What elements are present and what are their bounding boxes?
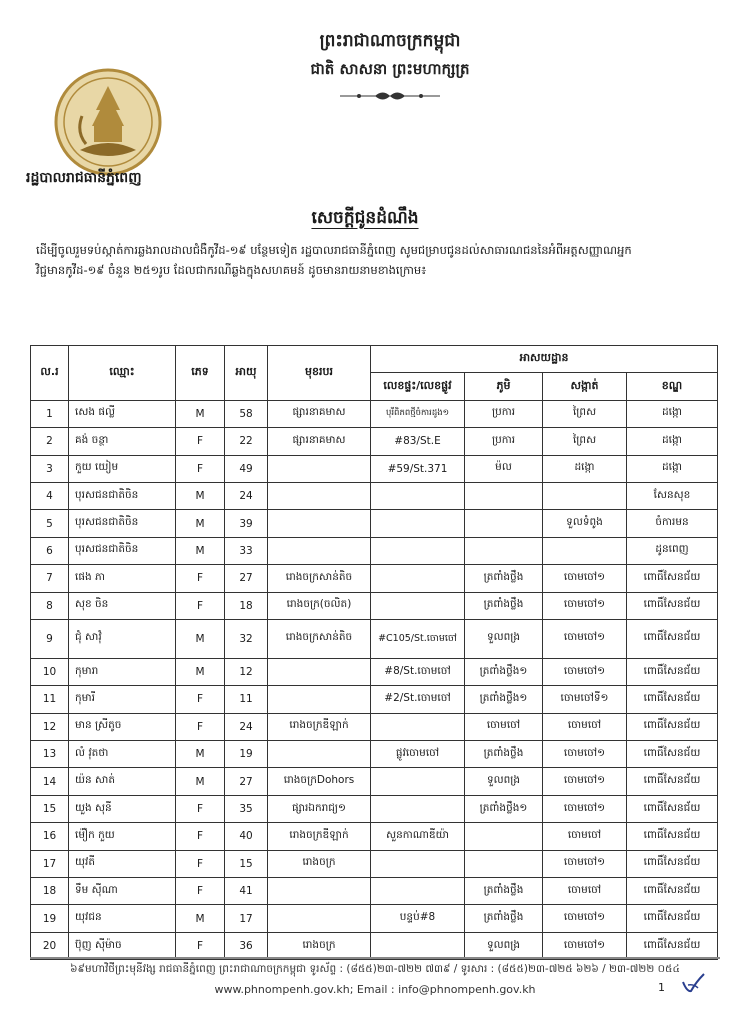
- cell-sex: M: [176, 768, 225, 795]
- cell-commune: ចោមចៅ១: [543, 658, 627, 685]
- table-row: [31, 850, 718, 877]
- cell-district: ពោធិ៍សែនជ័យ: [627, 686, 718, 713]
- cell-age: 17: [225, 905, 268, 932]
- cell-sex: F: [176, 592, 225, 619]
- cell-village: [465, 482, 543, 509]
- cell-house-street: [371, 795, 465, 822]
- cell-name: យួង សុនី: [69, 795, 176, 822]
- cell-village: [465, 537, 543, 564]
- header-district: ខណ្ឌ: [627, 373, 718, 400]
- cell-district: ដង្កោ: [627, 400, 718, 427]
- cell-no: 5: [31, 510, 69, 537]
- cell-no: 4: [31, 482, 69, 509]
- cell-sex: F: [176, 795, 225, 822]
- cell-district: ដង្កោ: [627, 428, 718, 455]
- cell-house-street: សួនកាណាឌីយ៉ា: [371, 823, 465, 850]
- page-number: 1: [658, 981, 665, 994]
- cell-no: 1: [31, 400, 69, 427]
- cell-occupation: [268, 741, 371, 768]
- cell-name: កុមារា: [69, 658, 176, 685]
- cell-name: បុរសជនជាតិចិន: [69, 482, 176, 509]
- cell-age: 24: [225, 482, 268, 509]
- cell-no: 2: [31, 428, 69, 455]
- cell-village: ទួលពង្រ: [465, 619, 543, 658]
- cell-name: កុមារី: [69, 686, 176, 713]
- cell-no: 17: [31, 850, 69, 877]
- cell-district: ពោធិ៍សែនជ័យ: [627, 658, 718, 685]
- table-row: [31, 905, 718, 932]
- cell-district: ដង្កោ: [627, 455, 718, 482]
- cell-sex: F: [176, 686, 225, 713]
- cell-house-street: #8/St.ចោមចៅ: [371, 658, 465, 685]
- organization-name: រដ្ឋបាលរាជធានីភ្នំពេញ: [26, 170, 142, 186]
- cell-district: ពោធិ៍សែនជ័យ: [627, 905, 718, 932]
- cell-occupation: រោងចក្រ: [268, 850, 371, 877]
- cell-village: ប្រការ: [465, 400, 543, 427]
- header-no: ល.រ: [31, 346, 69, 401]
- footer-contact: www.phnompenh.gov.kh; Email : info@phnompenh.gov.kh: [214, 983, 536, 996]
- cell-house-street: [371, 537, 465, 564]
- cell-sex: M: [176, 400, 225, 427]
- cell-occupation: ផ្សារឯករាជ្យ១: [268, 795, 371, 822]
- cell-occupation: រោងចក្រសាន់តិច: [268, 619, 371, 658]
- cell-district: ពោធិ៍សែនជ័យ: [627, 795, 718, 822]
- cell-commune: ចោមចៅ១: [543, 850, 627, 877]
- cell-village: ម៉ល: [465, 455, 543, 482]
- cell-no: 13: [31, 741, 69, 768]
- cell-occupation: [268, 482, 371, 509]
- cell-house-street: បុរីពិភពថ្មីចំការដូង១: [371, 400, 465, 427]
- cell-occupation: [268, 510, 371, 537]
- cell-occupation: [268, 905, 371, 932]
- cell-house-street: [371, 850, 465, 877]
- table-row: [31, 537, 718, 564]
- table-row: [31, 713, 718, 740]
- body-paragraph: ដើម្បីចូលរួមទប់ស្កាត់ការឆ្លងរាលដាលជំងឺកូវីដ-១៩ បន្ថែមទៀត រដ្ឋបាលរាជធានីភ្នំពេញ សូមជម្រាបជូនដល់សាធារណជននៃអំពីអត្តសញ្ញាណអ្នកវិជ្ជមានកូវីដ-១៩ ចំនួន ២៥១រូប ដែលជាករណីឆ្លងក្នុងសហគមន៍ ដូចមានរាយនាមខាងក្រោម៖: [36, 243, 632, 277]
- cell-sex: M: [176, 510, 225, 537]
- cell-occupation: រោងចក្រឌីឡាក់: [268, 823, 371, 850]
- cell-village: ត្រពាំងថ្លឹង: [465, 905, 543, 932]
- cell-commune: ចោមចៅ១: [543, 768, 627, 795]
- cell-no: 16: [31, 823, 69, 850]
- ornament-divider-icon: [335, 88, 445, 104]
- header-address: អាសយដ្ឋាន: [371, 346, 718, 373]
- cell-village: ត្រពាំងថ្លឹង: [465, 592, 543, 619]
- cell-district: ពោធិ៍សែនជ័យ: [627, 565, 718, 592]
- footer-address: ៦៩មហាវិថីព្រះមុនីវង្ស រាជធានីភ្នំពេញ ព្រះរាជាណាចក្រកម្ពុជា ទូរស័ព្ទ : (៨៥៥)២៣-៧២២ ៧៣៩ / ទូរសារ : (៨៥៥)២៣-៧២៥ ៦២៦ / ២៣-៧២២ ០៥៤: [70, 963, 680, 975]
- cell-commune: ចោមចៅ: [543, 878, 627, 905]
- cell-commune: [543, 482, 627, 509]
- cell-sex: M: [176, 741, 225, 768]
- cell-name: បុរសជនជាតិចិន: [69, 537, 176, 564]
- cell-occupation: រោងចក្រ(ចលិត): [268, 592, 371, 619]
- cell-house-street: [371, 510, 465, 537]
- cell-age: 27: [225, 768, 268, 795]
- cell-no: 15: [31, 795, 69, 822]
- cell-sex: M: [176, 905, 225, 932]
- table-row: [31, 592, 718, 619]
- national-motto: ជាតិ សាសនា ព្រះមហាក្សត្រ: [310, 60, 470, 78]
- cell-commune: ចោមចៅទី១: [543, 686, 627, 713]
- cell-district: ពោធិ៍សែនជ័យ: [627, 713, 718, 740]
- header-commune: សង្កាត់: [543, 373, 627, 400]
- city-seal-icon: [52, 66, 164, 178]
- cell-name: ម៉ឿក កួយ: [69, 823, 176, 850]
- cell-district: ដូនពេញ: [627, 537, 718, 564]
- cell-commune: ទួលទំពូង: [543, 510, 627, 537]
- cell-house-street: [371, 713, 465, 740]
- document-title: សេចក្តីជូនដំណឹង: [311, 208, 419, 228]
- cell-age: 24: [225, 713, 268, 740]
- cell-no: 6: [31, 537, 69, 564]
- cell-village: ប្រការ: [465, 428, 543, 455]
- cell-commune: ចោមចៅ១: [543, 905, 627, 932]
- cell-sex: F: [176, 823, 225, 850]
- cell-occupation: [268, 686, 371, 713]
- cell-no: 14: [31, 768, 69, 795]
- cell-sex: F: [176, 428, 225, 455]
- cell-age: 35: [225, 795, 268, 822]
- cell-district: ពោធិ៍សែនជ័យ: [627, 741, 718, 768]
- cell-district: ពោធិ៍សែនជ័យ: [627, 619, 718, 658]
- cell-village: ទួលពង្រ: [465, 768, 543, 795]
- cell-no: 19: [31, 905, 69, 932]
- cell-village: ត្រពាំងថ្លឹង: [465, 741, 543, 768]
- cell-district: ពោធិ៍សែនជ័យ: [627, 850, 718, 877]
- cell-sex: M: [176, 537, 225, 564]
- cell-sex: F: [176, 932, 225, 959]
- cell-name: ប៊ុញ ស៊ីម៉ាច: [69, 932, 176, 959]
- cell-name: សេង ផល្លី: [69, 400, 176, 427]
- table-row: [31, 510, 718, 537]
- cell-commune: ចោមចៅ: [543, 823, 627, 850]
- table-row: [31, 619, 718, 658]
- cell-age: 27: [225, 565, 268, 592]
- cell-age: 39: [225, 510, 268, 537]
- cell-district: ពោធិ៍សែនជ័យ: [627, 592, 718, 619]
- cell-commune: ចោមចៅ១: [543, 592, 627, 619]
- cell-age: 11: [225, 686, 268, 713]
- cell-commune: ដង្កោ: [543, 455, 627, 482]
- cell-village: [465, 510, 543, 537]
- cell-age: 41: [225, 878, 268, 905]
- cell-sex: M: [176, 658, 225, 685]
- cell-village: ចោមចៅ: [465, 713, 543, 740]
- handwritten-check-icon: [680, 972, 706, 994]
- kingdom-heading: ព្រះរាជាណាចក្រកម្ពុជា: [319, 31, 461, 51]
- cell-house-street: [371, 565, 465, 592]
- cell-village: ត្រពាំងថ្លឹង: [465, 565, 543, 592]
- cell-commune: ព្រៃស: [543, 428, 627, 455]
- cell-no: 3: [31, 455, 69, 482]
- table-row: [31, 658, 718, 685]
- table-row: [31, 455, 718, 482]
- cell-commune: ចោមចៅ១: [543, 619, 627, 658]
- table-row: [31, 428, 718, 455]
- cell-sex: F: [176, 565, 225, 592]
- cell-name: សុខ ចិន: [69, 592, 176, 619]
- cell-name: លំ វុតថា: [69, 741, 176, 768]
- cell-district: ចំការមន: [627, 510, 718, 537]
- header-village: ភូមិ: [465, 373, 543, 400]
- cell-district: ពោធិ៍សែនជ័យ: [627, 932, 718, 959]
- cell-name: បុរសជនជាតិចិន: [69, 510, 176, 537]
- cell-occupation: រោងចក្រសាន់តិច: [268, 565, 371, 592]
- cell-age: 36: [225, 932, 268, 959]
- cases-table-body: [31, 400, 718, 959]
- cell-commune: ចោមចៅ១: [543, 565, 627, 592]
- table-row: [31, 686, 718, 713]
- cell-sex: F: [176, 850, 225, 877]
- cell-age: 22: [225, 428, 268, 455]
- table-row: [31, 932, 718, 959]
- cell-age: 49: [225, 455, 268, 482]
- table-row: [31, 482, 718, 509]
- cell-name: យ៉ន សាត់: [69, 768, 176, 795]
- cell-commune: ចោមចៅ១: [543, 795, 627, 822]
- cell-name: មាន ស្រីតូច: [69, 713, 176, 740]
- cell-house-street: #83/St.E: [371, 428, 465, 455]
- cell-house-street: [371, 932, 465, 959]
- footer-divider: [30, 957, 720, 959]
- cell-commune: ចោមចៅ១: [543, 932, 627, 959]
- cell-age: 19: [225, 741, 268, 768]
- cell-district: ពោធិ៍សែនជ័យ: [627, 878, 718, 905]
- table-row: [31, 768, 718, 795]
- cell-age: 33: [225, 537, 268, 564]
- cell-occupation: [268, 658, 371, 685]
- cell-village: ត្រពាំងថ្លឹង១: [465, 686, 543, 713]
- cell-name: ផេង ភា: [69, 565, 176, 592]
- header-house-street: លេខផ្ទះ/លេខផ្លូវ: [371, 373, 465, 400]
- header-occupation: មុខរបរ: [268, 346, 371, 401]
- cell-sex: F: [176, 878, 225, 905]
- cell-age: 32: [225, 619, 268, 658]
- cell-sex: M: [176, 482, 225, 509]
- cell-occupation: [268, 455, 371, 482]
- cell-occupation: រោងចក្រឌីឡាក់: [268, 713, 371, 740]
- cell-house-street: [371, 768, 465, 795]
- cell-house-street: [371, 482, 465, 509]
- cell-name: យុវជន: [69, 905, 176, 932]
- table-row: [31, 565, 718, 592]
- cell-no: 20: [31, 932, 69, 959]
- cell-village: ត្រពាំងថ្លឹង: [465, 878, 543, 905]
- cell-age: 40: [225, 823, 268, 850]
- cell-occupation: [268, 537, 371, 564]
- cell-commune: ចោមចៅ: [543, 713, 627, 740]
- cell-commune: ព្រៃស: [543, 400, 627, 427]
- cell-house-street: [371, 878, 465, 905]
- cell-house-street: បន្ទប់#8: [371, 905, 465, 932]
- cell-village: ទួលពង្រ: [465, 932, 543, 959]
- cell-occupation: ផ្សារនាគមាស: [268, 428, 371, 455]
- cases-table: [30, 345, 718, 960]
- cell-occupation: [268, 878, 371, 905]
- table-row: [31, 878, 718, 905]
- cell-occupation: រោងចក្រ: [268, 932, 371, 959]
- cell-village: [465, 823, 543, 850]
- cell-occupation: រោងចក្រDohors: [268, 768, 371, 795]
- cell-house-street: #C105/St.ចោមចៅ: [371, 619, 465, 658]
- cell-occupation: ផ្សារនាគមាស: [268, 400, 371, 427]
- cell-house-street: #2/St.ចោមចៅ: [371, 686, 465, 713]
- cell-village: ត្រពាំងថ្លឹង១: [465, 658, 543, 685]
- cell-name: ជុំ សាវុំ: [69, 619, 176, 658]
- cell-no: 10: [31, 658, 69, 685]
- cell-village: ត្រពាំងថ្លឹង១: [465, 795, 543, 822]
- table-row: [31, 400, 718, 427]
- cell-sex: F: [176, 713, 225, 740]
- cell-age: 18: [225, 592, 268, 619]
- cell-no: 18: [31, 878, 69, 905]
- cell-sex: M: [176, 619, 225, 658]
- cell-commune: ចោមចៅ១: [543, 741, 627, 768]
- cell-no: 8: [31, 592, 69, 619]
- cell-name: យុវតី: [69, 850, 176, 877]
- cell-name: ទឹម ស៊ីណា: [69, 878, 176, 905]
- cell-age: 58: [225, 400, 268, 427]
- header-name: ឈ្មោះ: [69, 346, 176, 401]
- cell-age: 12: [225, 658, 268, 685]
- cell-house-street: #59/St.371: [371, 455, 465, 482]
- cell-district: សែនសុខ: [627, 482, 718, 509]
- cell-name: គង់ ចន្ថា: [69, 428, 176, 455]
- table-row: [31, 741, 718, 768]
- cell-no: 7: [31, 565, 69, 592]
- cell-age: 15: [225, 850, 268, 877]
- cell-house-street: ផ្លូវចោមចៅ: [371, 741, 465, 768]
- cell-village: [465, 850, 543, 877]
- cell-house-street: [371, 592, 465, 619]
- cell-commune: [543, 537, 627, 564]
- cell-sex: F: [176, 455, 225, 482]
- cell-no: 12: [31, 713, 69, 740]
- header-age: អាយុ: [225, 346, 268, 401]
- cell-district: ពោធិ៍សែនជ័យ: [627, 823, 718, 850]
- cell-name: កួយ យៀម: [69, 455, 176, 482]
- table-row: [31, 795, 718, 822]
- cell-district: ពោធិ៍សែនជ័យ: [627, 768, 718, 795]
- cell-no: 11: [31, 686, 69, 713]
- header-sex: ភេទ: [176, 346, 225, 401]
- table-row: [31, 823, 718, 850]
- cell-no: 9: [31, 619, 69, 658]
